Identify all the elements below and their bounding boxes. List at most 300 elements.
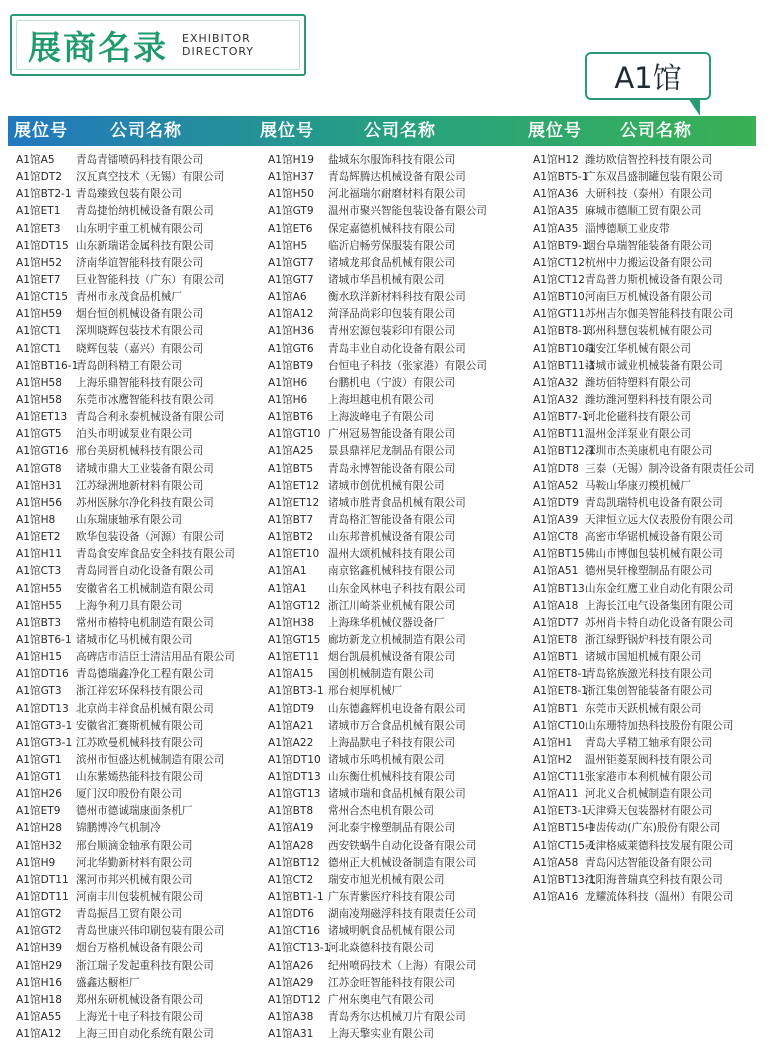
booth-number: A1馆BT10-1 bbox=[533, 342, 596, 355]
exhibitor-row bbox=[533, 512, 755, 529]
exhibitor-column-1 bbox=[16, 152, 235, 1043]
company-name: 青岛铭族激光科技有限公司 bbox=[585, 668, 713, 681]
company-name: 青岛辉腾达机械设备有限公司 bbox=[328, 171, 466, 184]
exhibitor-row bbox=[533, 735, 755, 752]
company-name: 烟台阜瑞智能装备有限公司 bbox=[585, 239, 713, 252]
exhibitor-row bbox=[268, 581, 487, 598]
company-name: 深圳晓辉包装技术有限公司 bbox=[76, 325, 204, 338]
company-name: 诸城市乐鸣机械有限公司 bbox=[328, 753, 445, 766]
exhibitor-row bbox=[16, 529, 235, 546]
booth-number: A1馆H31 bbox=[16, 479, 63, 492]
booth-number: A1馆ET8 bbox=[533, 633, 578, 646]
booth-number: A1馆BT2-1 bbox=[16, 188, 72, 201]
exhibitor-row bbox=[16, 495, 235, 512]
booth-number: A1馆GT13 bbox=[268, 788, 321, 801]
booth-number: A1馆H6 bbox=[268, 376, 308, 389]
company-name: 台鹏机电（宁波）有限公司 bbox=[328, 376, 456, 389]
table-header-bar bbox=[8, 116, 756, 146]
company-name: 青岛朗科精工有限公司 bbox=[76, 359, 182, 372]
exhibitor-row bbox=[533, 563, 755, 580]
booth-number: A1馆A39 bbox=[533, 513, 579, 526]
company-name: 张家港市本利机械有限公司 bbox=[585, 771, 713, 784]
exhibitor-row bbox=[16, 1009, 235, 1026]
booth-number: A1馆CT13-1 bbox=[268, 942, 331, 955]
exhibitor-row bbox=[533, 718, 755, 735]
company-name: 青岛青镭喷码科技有限公司 bbox=[76, 154, 204, 166]
company-name: 诸城市华昌机械有限公司 bbox=[328, 273, 445, 286]
booth-number: A1馆ET3-1 bbox=[533, 805, 589, 818]
company-name: 烟台凯晨机械设备有限公司 bbox=[328, 651, 456, 664]
company-name: 三泰（无锡）制冷设备有限责任公司 bbox=[585, 462, 755, 475]
exhibitor-row bbox=[268, 392, 487, 409]
booth-number: A1馆BT13-1 bbox=[533, 873, 596, 886]
booth-number: A1馆BT1-1 bbox=[268, 891, 324, 904]
company-name: 滨州市恒盛达机械制造有限公司 bbox=[76, 753, 225, 766]
company-name: 衡水玖洋新材料科技有限公司 bbox=[328, 291, 466, 304]
booth-number: A1馆ET10 bbox=[268, 548, 320, 561]
exhibitor-row bbox=[533, 306, 755, 323]
company-name: 山东紫嫣热能科技有限公司 bbox=[76, 771, 204, 784]
exhibitor-column-2 bbox=[268, 152, 487, 1043]
exhibitor-row bbox=[268, 375, 487, 392]
company-name: 郑州科慧包装机械有限公司 bbox=[585, 325, 713, 338]
exhibitor-row bbox=[16, 581, 235, 598]
booth-number: A1馆ET6 bbox=[268, 222, 313, 235]
exhibitor-row bbox=[533, 615, 755, 632]
booth-number: A1馆BT15 bbox=[533, 548, 585, 561]
booth-number: A1馆GT10 bbox=[268, 428, 321, 441]
exhibitor-row bbox=[268, 855, 487, 872]
booth-number: A1馆H12 bbox=[533, 154, 580, 166]
company-name: 瑞安江华机械有限公司 bbox=[585, 342, 691, 355]
company-name: 上海争利刀具有限公司 bbox=[76, 599, 182, 612]
company-name: 上海晶默电子科技有限公司 bbox=[328, 736, 456, 749]
booth-number: A1馆H55 bbox=[16, 599, 63, 612]
exhibitor-row bbox=[16, 392, 235, 409]
company-name: 上海坦越电机有限公司 bbox=[328, 393, 434, 406]
booth-number: A1馆A21 bbox=[268, 719, 314, 732]
company-name: 青岛合利永泰机械设备有限公司 bbox=[76, 411, 225, 424]
company-name: 河北伦磁科技有限公司 bbox=[585, 411, 691, 424]
exhibitor-row bbox=[268, 495, 487, 512]
exhibitor-row bbox=[533, 289, 755, 306]
exhibitor-row bbox=[268, 546, 487, 563]
booth-number: A1馆BT1 bbox=[533, 702, 579, 715]
booth-number: A1馆A52 bbox=[533, 479, 579, 492]
exhibitor-row bbox=[533, 461, 755, 478]
booth-number: A1馆GT3 bbox=[16, 685, 62, 698]
company-name: 江苏欧曼机械科技有限公司 bbox=[76, 736, 204, 749]
booth-number: A1馆A16 bbox=[533, 891, 579, 904]
company-name: 烟台恒创机械设备有限公司 bbox=[76, 308, 204, 321]
company-name: 东莞市天跃机械有限公司 bbox=[585, 702, 702, 715]
exhibitor-row bbox=[268, 769, 487, 786]
booth-number: A1馆A12 bbox=[268, 308, 314, 321]
company-name: 大研科技（泰州）有限公司 bbox=[585, 188, 713, 201]
exhibitor-row bbox=[533, 392, 755, 409]
exhibitor-row bbox=[533, 889, 755, 906]
exhibitor-row bbox=[16, 478, 235, 495]
booth-number: A1馆ET2 bbox=[16, 531, 61, 544]
exhibitor-row bbox=[16, 735, 235, 752]
exhibitor-row bbox=[268, 529, 487, 546]
exhibitor-row bbox=[16, 341, 235, 358]
exhibitor-row bbox=[268, 940, 487, 957]
booth-number: A1馆ET7 bbox=[16, 273, 61, 286]
booth-number: A1馆A35 bbox=[533, 205, 579, 218]
company-name: 苏州肖卡特自动化设备有限公司 bbox=[585, 616, 734, 629]
exhibitor-row bbox=[533, 649, 755, 666]
exhibitor-row bbox=[16, 563, 235, 580]
booth-number: A1馆A55 bbox=[16, 1011, 62, 1024]
booth-number: A1馆DT9 bbox=[268, 702, 314, 715]
booth-number: A1馆DT12 bbox=[268, 993, 321, 1006]
booth-number: A1馆BT5 bbox=[268, 462, 314, 475]
company-name: 深圳市杰美康机电有限公司 bbox=[585, 445, 713, 458]
col3-company-header: 公司名称 bbox=[620, 121, 692, 141]
booth-number: A1馆GT7 bbox=[268, 273, 314, 286]
booth-number: A1馆CT11 bbox=[533, 771, 585, 784]
booth-number: A1馆GT2 bbox=[16, 925, 62, 938]
booth-number: A1馆CT10 bbox=[533, 719, 585, 732]
company-name: 山东瑞康轴承有限公司 bbox=[76, 513, 182, 526]
exhibitor-row bbox=[268, 649, 487, 666]
exhibitor-row bbox=[16, 443, 235, 460]
exhibitor-row bbox=[268, 203, 487, 220]
company-name: 诸城市国旭机械有限公司 bbox=[585, 651, 702, 664]
booth-number: A1馆ET9 bbox=[16, 805, 61, 818]
company-name: 天津格威莱德科技发展有限公司 bbox=[585, 839, 734, 852]
exhibitor-row bbox=[533, 358, 755, 375]
exhibitor-row bbox=[16, 769, 235, 786]
exhibitor-row bbox=[16, 992, 235, 1009]
company-name: 诸城市万合食品机械有限公司 bbox=[328, 719, 466, 732]
exhibitor-row bbox=[533, 598, 755, 615]
exhibitor-row bbox=[16, 906, 235, 923]
booth-number: A1馆H9 bbox=[16, 856, 56, 869]
company-name: 上海光十电子科技有限公司 bbox=[76, 1011, 204, 1024]
exhibitor-row bbox=[268, 461, 487, 478]
exhibitor-row bbox=[533, 769, 755, 786]
company-name: 诸城市鼎大工业装备有限公司 bbox=[76, 462, 214, 475]
exhibitor-row bbox=[16, 803, 235, 820]
exhibitor-row bbox=[268, 632, 487, 649]
exhibitor-row bbox=[268, 409, 487, 426]
exhibitor-row bbox=[268, 512, 487, 529]
company-name: 青岛格汇智能设备有限公司 bbox=[328, 513, 456, 526]
exhibitor-row bbox=[533, 238, 755, 255]
exhibitor-row bbox=[268, 872, 487, 889]
col1-booth-header: 展位号 bbox=[14, 121, 68, 141]
exhibitor-row bbox=[268, 666, 487, 683]
company-name: 上海长江电气设备集团有限公司 bbox=[585, 599, 734, 612]
company-name: 青岛凯瑞特机电设备有限公司 bbox=[585, 496, 723, 509]
exhibitor-row bbox=[16, 203, 235, 220]
company-name: 德州正大机械设备制造有限公司 bbox=[328, 856, 477, 869]
company-name: 欧华包装设备（河源）有限公司 bbox=[76, 531, 225, 544]
exhibitor-row bbox=[16, 409, 235, 426]
exhibitor-row bbox=[268, 152, 487, 169]
booth-number: A1馆BT9-1 bbox=[533, 239, 589, 252]
company-name: 浙江瑞子发起重科技有限公司 bbox=[76, 959, 214, 972]
company-name: 青岛闪达智能设备有限公司 bbox=[585, 856, 713, 869]
exhibitor-row bbox=[268, 992, 487, 1009]
booth-number: A1馆A22 bbox=[268, 736, 314, 749]
exhibitor-row bbox=[533, 701, 755, 718]
booth-number: A1馆GT15 bbox=[268, 633, 321, 646]
exhibitor-row bbox=[533, 203, 755, 220]
company-name: 山东德鑫辉机电设备有限公司 bbox=[328, 702, 466, 715]
booth-number: A1馆ET1 bbox=[16, 205, 61, 218]
booth-number: A1馆BT9 bbox=[268, 359, 314, 372]
exhibitor-row bbox=[268, 1009, 487, 1026]
booth-number: A1馆A38 bbox=[268, 1011, 314, 1024]
company-name: 山东珊特加热科技股份有限公司 bbox=[585, 719, 734, 732]
company-name: 广州冠易智能设备有限公司 bbox=[328, 428, 456, 441]
booth-number: A1馆BT8-1 bbox=[533, 325, 589, 338]
company-name: 上海珠华机械仪器设备厂 bbox=[328, 616, 445, 629]
booth-number: A1馆H38 bbox=[268, 616, 315, 629]
company-name: 佛山市博伽包装机械有限公司 bbox=[585, 548, 723, 561]
exhibitor-row bbox=[16, 152, 235, 169]
booth-number: A1馆H59 bbox=[16, 308, 63, 321]
company-name: 厦门汉印股份有限公司 bbox=[76, 788, 182, 801]
booth-number: A1馆H36 bbox=[268, 325, 315, 338]
booth-number: A1馆A25 bbox=[268, 445, 314, 458]
company-name: 广东青紫医疗科技有限公司 bbox=[328, 891, 456, 904]
booth-number: A1馆A31 bbox=[268, 1028, 314, 1041]
booth-number: A1馆H26 bbox=[16, 788, 63, 801]
exhibitor-row bbox=[533, 169, 755, 186]
booth-number: A1馆A28 bbox=[268, 839, 314, 852]
company-name: 锦鹏博冷气机制冷 bbox=[76, 822, 161, 835]
company-name: 汉瓦真空技术（无锡）有限公司 bbox=[76, 171, 225, 184]
exhibitor-row bbox=[16, 752, 235, 769]
exhibitor-row bbox=[268, 838, 487, 855]
exhibitor-row bbox=[16, 786, 235, 803]
exhibitor-row bbox=[268, 1026, 487, 1043]
booth-number: A1馆A5 bbox=[16, 154, 55, 166]
exhibitor-row bbox=[533, 803, 755, 820]
booth-number: A1馆GT11 bbox=[533, 308, 586, 321]
booth-number: A1馆H58 bbox=[16, 376, 63, 389]
exhibitor-row bbox=[533, 666, 755, 683]
exhibitor-row bbox=[16, 838, 235, 855]
company-name: 河北华勤新材料有限公司 bbox=[76, 856, 193, 869]
company-name: 诸城市创优机械有限公司 bbox=[328, 479, 445, 492]
booth-number: A1馆DT16 bbox=[16, 668, 69, 681]
booth-number: A1馆GT1 bbox=[16, 771, 62, 784]
exhibitor-row bbox=[16, 718, 235, 735]
exhibitor-row bbox=[16, 461, 235, 478]
company-name: 天津舜天包装器材有限公司 bbox=[585, 805, 713, 818]
booth-number: A1馆BT8 bbox=[268, 805, 314, 818]
booth-number: A1馆H5 bbox=[268, 239, 308, 252]
booth-number: A1馆H52 bbox=[16, 256, 63, 269]
booth-number: A1馆DT11 bbox=[16, 873, 69, 886]
exhibitor-row bbox=[533, 872, 755, 889]
exhibitor-row bbox=[16, 923, 235, 940]
col3-booth-header: 展位号 bbox=[528, 121, 582, 141]
booth-number: A1馆BT2 bbox=[268, 531, 314, 544]
exhibitor-column-3 bbox=[533, 152, 755, 906]
booth-number: A1馆H55 bbox=[16, 582, 63, 595]
exhibitor-row bbox=[268, 563, 487, 580]
exhibitor-row bbox=[16, 221, 235, 238]
company-name: 西安铁蜗牛自动化设备有限公司 bbox=[328, 839, 477, 852]
booth-number: A1馆CT12 bbox=[533, 273, 585, 286]
exhibitor-row bbox=[533, 786, 755, 803]
exhibitor-row bbox=[268, 289, 487, 306]
exhibitor-row bbox=[16, 872, 235, 889]
booth-number: A1馆A29 bbox=[268, 976, 314, 989]
exhibitor-row bbox=[268, 238, 487, 255]
booth-number: A1馆DT11 bbox=[16, 891, 69, 904]
company-name: 潍坊佰特塑料有限公司 bbox=[585, 376, 691, 389]
company-name: 泊头市明诚泵业有限公司 bbox=[76, 428, 193, 441]
booth-number: A1馆A6 bbox=[268, 291, 307, 304]
exhibitor-row bbox=[533, 752, 755, 769]
exhibitor-row bbox=[533, 152, 755, 169]
exhibitor-row bbox=[16, 426, 235, 443]
company-name: 浙江集创智能装备有限公司 bbox=[585, 685, 713, 698]
booth-number: A1馆CT16 bbox=[268, 925, 320, 938]
company-name: 温州市聚兴智能包装设备有限公司 bbox=[328, 205, 487, 218]
company-name: 高碑店市洁臣士清洁用品有限公司 bbox=[76, 651, 235, 664]
booth-number: A1馆H58 bbox=[16, 393, 63, 406]
company-name: 常州市椿特电机制造有限公司 bbox=[76, 616, 214, 629]
exhibitor-row bbox=[16, 940, 235, 957]
exhibitor-row bbox=[268, 169, 487, 186]
company-name: 上海天擎实业有限公司 bbox=[328, 1028, 434, 1041]
directory-title-en-line1: EXHIBITOR bbox=[182, 32, 251, 45]
booth-number: A1馆CT15-1 bbox=[533, 839, 596, 852]
booth-number: A1馆H28 bbox=[16, 822, 63, 835]
booth-number: A1馆A1 bbox=[268, 582, 307, 595]
company-name: 河北福瑞尔耐磨材料有限公司 bbox=[328, 188, 466, 201]
booth-number: A1馆BT12-1 bbox=[533, 445, 596, 458]
booth-number: A1馆ET12 bbox=[268, 496, 320, 509]
exhibitor-row bbox=[16, 186, 235, 203]
booth-number: A1馆GT3-1 bbox=[16, 719, 73, 732]
company-name: 青岛世康兴伟印刷包装有限公司 bbox=[76, 925, 225, 938]
booth-number: A1馆ET12 bbox=[268, 479, 320, 492]
company-name: 济南华谊智能科技有限公司 bbox=[76, 256, 204, 269]
booth-number: A1馆H15 bbox=[16, 651, 63, 664]
booth-number: A1馆A58 bbox=[533, 856, 579, 869]
exhibitor-row bbox=[268, 255, 487, 272]
exhibitor-row bbox=[533, 581, 755, 598]
company-name: 麻城市德顺工贸有限公司 bbox=[585, 205, 702, 218]
company-name: 广州东奥电气有限公司 bbox=[328, 993, 434, 1006]
booth-number: A1馆CT1 bbox=[16, 342, 62, 355]
company-name: 温州大颂机械科技有限公司 bbox=[328, 548, 456, 561]
booth-number: A1馆DT7 bbox=[533, 616, 579, 629]
company-name: 河北义合机械制造有限公司 bbox=[585, 788, 713, 801]
company-name: 湖南凌翔磁浮科技有限责任公司 bbox=[328, 908, 477, 921]
company-name: 菏泽品尚彩印包装有限公司 bbox=[328, 308, 456, 321]
company-name: 瑞安市旭光机械有限公司 bbox=[328, 873, 445, 886]
booth-number: A1馆CT3 bbox=[16, 565, 62, 578]
booth-number: A1馆ET11 bbox=[268, 651, 320, 664]
company-name: 潍坊潍河塑料科技有限公司 bbox=[585, 393, 713, 406]
exhibitor-row bbox=[16, 598, 235, 615]
company-name: 青岛食安库食品安全科技有限公司 bbox=[76, 548, 235, 561]
company-name: 邢台昶厚机械厂 bbox=[328, 685, 403, 698]
company-name: 青岛同晋自动化设备有限公司 bbox=[76, 565, 214, 578]
company-name: 青岛丰业自动化设备有限公司 bbox=[328, 342, 466, 355]
exhibitor-row bbox=[16, 512, 235, 529]
company-name: 台恒电子科技（张家港）有限公司 bbox=[328, 359, 487, 372]
company-name: 河北焱德科技有限公司 bbox=[328, 942, 434, 955]
exhibitor-row bbox=[533, 820, 755, 837]
exhibitor-row bbox=[268, 701, 487, 718]
booth-number: A1馆H32 bbox=[16, 839, 63, 852]
booth-number: A1馆CT2 bbox=[268, 873, 314, 886]
company-name: 德州市德诚瑞康面条机厂 bbox=[76, 805, 193, 818]
exhibitor-row bbox=[16, 632, 235, 649]
booth-number: A1馆BT3-1 bbox=[268, 685, 324, 698]
company-name: 纪州喷码技术（上海）有限公司 bbox=[328, 959, 477, 972]
exhibitor-row bbox=[16, 169, 235, 186]
booth-number: A1馆A35 bbox=[533, 222, 579, 235]
exhibitor-row bbox=[268, 735, 487, 752]
booth-number: A1馆GT12 bbox=[268, 599, 321, 612]
company-name: 烟台万格机械设备有限公司 bbox=[76, 942, 204, 955]
exhibitor-row bbox=[533, 375, 755, 392]
company-name: 浙江绿野锅炉科技有限公司 bbox=[585, 633, 713, 646]
booth-number: A1馆H11 bbox=[16, 548, 63, 561]
exhibitor-row bbox=[533, 426, 755, 443]
exhibitor-row bbox=[533, 838, 755, 855]
booth-number: A1馆BT11 bbox=[533, 428, 585, 441]
exhibitor-row bbox=[268, 786, 487, 803]
company-name: 诸城龙邦食品机械有限公司 bbox=[328, 256, 456, 269]
booth-number: A1馆BT11-1 bbox=[533, 359, 596, 372]
booth-number: A1馆CT12 bbox=[533, 256, 585, 269]
booth-number: A1馆ET13 bbox=[16, 411, 68, 424]
company-name: 山东衡仕机械科技有限公司 bbox=[328, 771, 456, 784]
company-name: 晓辉包装（嘉兴）有限公司 bbox=[76, 342, 204, 355]
exhibitor-row bbox=[533, 529, 755, 546]
company-name: 江苏绿洲地新材料有限公司 bbox=[76, 479, 204, 492]
booth-number: A1馆BT12 bbox=[268, 856, 320, 869]
company-name: 青岛德瑞鑫净化工程有限公司 bbox=[76, 668, 214, 681]
directory-title-en bbox=[182, 32, 254, 58]
exhibitor-row bbox=[16, 272, 235, 289]
booth-number: A1馆BT5-1 bbox=[533, 171, 589, 184]
booth-number: A1馆CT15 bbox=[16, 291, 68, 304]
exhibitor-row bbox=[533, 341, 755, 358]
exhibitor-row bbox=[268, 272, 487, 289]
company-name: 青州市永茂食品机械厂 bbox=[76, 291, 182, 304]
company-name: 安徽省汇赛斯机械有限公司 bbox=[76, 719, 204, 732]
booth-number: A1馆BT16-1 bbox=[16, 359, 79, 372]
company-name: 青岛永博智能设备有限公司 bbox=[328, 462, 456, 475]
booth-number: A1馆A26 bbox=[268, 959, 314, 972]
booth-number: A1馆A36 bbox=[533, 188, 579, 201]
hall-label: A1馆 bbox=[585, 52, 711, 100]
booth-number: A1馆CT8 bbox=[533, 531, 579, 544]
directory-title-en-line2: DIRECTORY bbox=[182, 45, 255, 58]
exhibitor-row bbox=[268, 923, 487, 940]
booth-number: A1馆GT6 bbox=[268, 342, 314, 355]
company-name: 温州金洋泵业有限公司 bbox=[585, 428, 691, 441]
exhibitor-row bbox=[268, 820, 487, 837]
exhibitor-row bbox=[533, 478, 755, 495]
col2-company-header: 公司名称 bbox=[364, 121, 436, 141]
booth-number: A1馆H29 bbox=[16, 959, 63, 972]
